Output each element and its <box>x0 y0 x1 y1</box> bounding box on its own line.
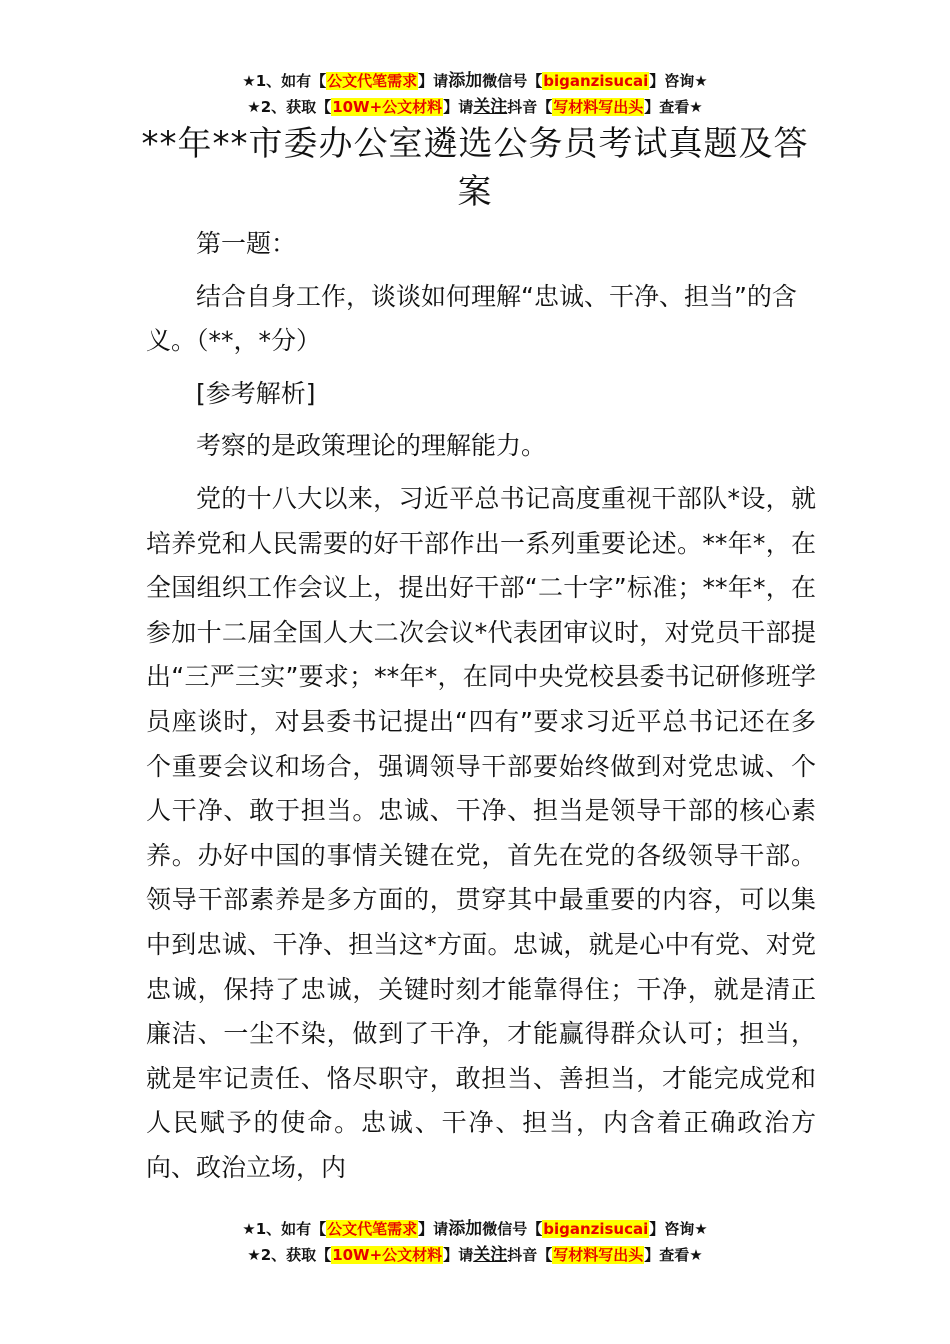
ad-highlight: 公文代笔需求 <box>327 1220 418 1238</box>
ad-highlight: 10W+公文材料 <box>332 1246 443 1264</box>
ad-text: 微信号【 <box>482 1220 543 1238</box>
ad-emphasis: 添加 <box>448 1219 483 1239</box>
ad-text: 】请 <box>443 1246 474 1264</box>
ad-line-2 <box>0 94 950 120</box>
ad-highlight: biganzisucai <box>543 1220 649 1238</box>
ad-text: 】查看★ <box>644 98 703 116</box>
question-heading: 第一题： <box>196 229 297 258</box>
analysis-summary: 考察的是政策理论的理解能力。 <box>196 431 547 461</box>
question-text: 结合自身工作，谈谈如何理解“忠诚、干净、担当”的含义。（**，*分） <box>146 281 797 356</box>
ad-emphasis: 关注 <box>473 1245 508 1265</box>
document-title: **年**市委办公室遴选公务员考试真题及答案 <box>141 124 809 212</box>
ad-text: 】请 <box>418 72 449 90</box>
ad-text: 抖音【 <box>507 98 553 116</box>
ad-line-1 <box>0 68 950 94</box>
ad-text: 】咨询★ <box>649 1220 708 1238</box>
ad-text: ★2、获取【 <box>247 1246 332 1264</box>
ad-emphasis: 添加 <box>448 71 483 91</box>
analysis-heading: [参考解析] <box>196 378 316 408</box>
document-body <box>146 222 816 1190</box>
ad-text: 】查看★ <box>644 1246 703 1264</box>
ad-highlight: 写材料写出头 <box>553 1246 644 1264</box>
ad-highlight: 写材料写出头 <box>553 98 644 116</box>
ad-highlight: 公文代笔需求 <box>327 72 418 90</box>
analysis-body: 党的十八大以来，习近平总书记高度重视干部队*设，就培养党和人民需要的好干部作出一系列重要论述。**年*，在全国组织工作会议上，提出好干部“二十字”标准；**年*，在参加十二届全国人大二次会议*代表团审议时，对党员干部提出“三严三实”要求；**年*，在同中央党校县委书记研修班学员座谈时，对县委书记提出“四有”要求习近平总书记还在多个重要会议和场合，强调领导干部要始终做到对党忠诚、个人干净、敢于担当。忠诚、干净、担当是领导干部的核心素养。办好中国的事情关键在党，首先在党的各级领导干部。领导干部素养是多方面的，贯穿其中最重要的内容，可以集中到忠诚、干净、担当这*方面。忠诚，就是心中有党、对党忠诚，保持了忠诚，关键时刻才能靠得住；干净，就是清正廉洁、一尘不染，做到了干净，才能赢得群众认可；担当，就是牢记责任、恪尽职守，敢担当、善担当，才能完成党和人民赋予的使命。忠诚、干净、担当，内含着正确政治方向、政治立场，内 <box>146 483 816 1182</box>
header-ad-banner <box>0 68 950 120</box>
ad-text: ★1、如有【 <box>242 1220 327 1238</box>
ad-highlight: 10W+公文材料 <box>332 98 443 116</box>
ad-text: 】请 <box>418 1220 449 1238</box>
ad-emphasis: 关注 <box>473 97 508 117</box>
ad-line-2 <box>0 1242 950 1268</box>
ad-highlight: biganzisucai <box>543 72 649 90</box>
footer-ad-banner <box>0 1216 950 1268</box>
ad-text: 抖音【 <box>507 1246 553 1264</box>
ad-text: ★2、获取【 <box>247 98 332 116</box>
ad-line-1 <box>0 1216 950 1242</box>
ad-text: 】请 <box>443 98 474 116</box>
ad-text: 】咨询★ <box>649 72 708 90</box>
ad-text: 微信号【 <box>482 72 543 90</box>
ad-text: ★1、如有【 <box>242 72 327 90</box>
